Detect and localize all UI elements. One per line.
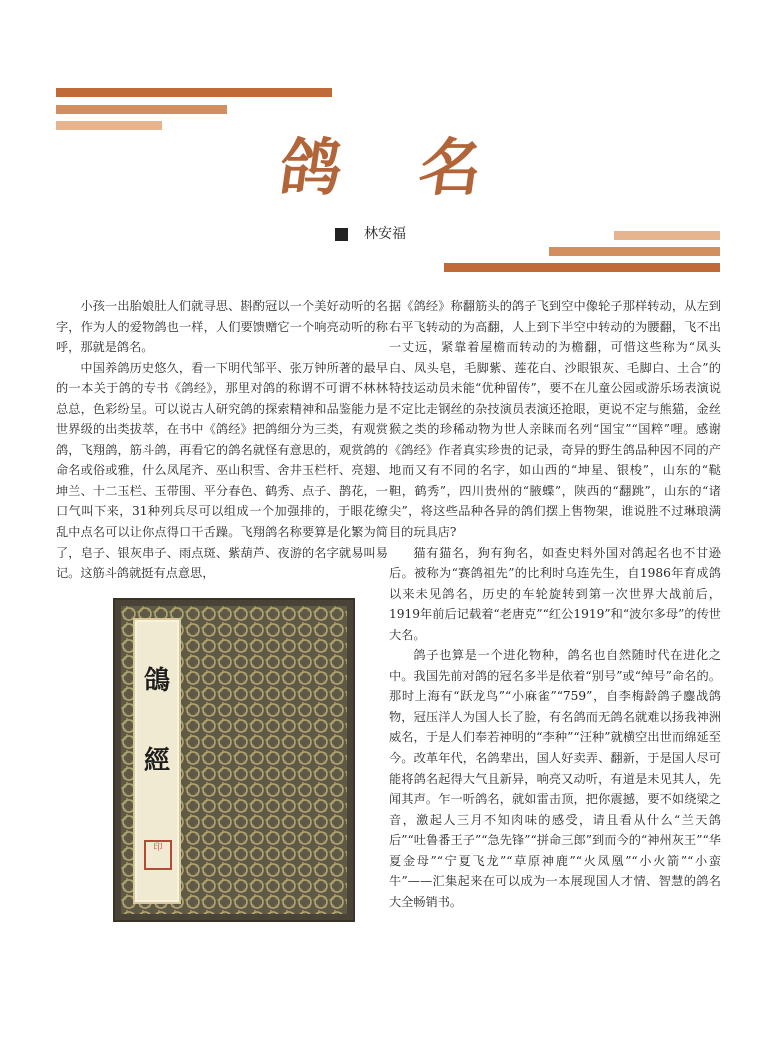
author-byline: 林安福 (364, 226, 406, 242)
header-bar-right-2 (549, 247, 720, 256)
book-seal-stamp: 印 (144, 840, 172, 870)
book-cover-image (115, 600, 353, 920)
right-column (389, 296, 721, 912)
book-title-char: 鴿 (143, 666, 170, 696)
paragraph: 据《鸽经》称翻筋头的鸽子飞到空中像轮子那样转动，从左到右平飞转动的为高翻，人上到下半空中转动的为腰翻，飞不出一丈远，紧靠着屋檐而转动的为檐翻，可惜这些称为“凤头白、凤头皂，毛脚紫、莲花白、沙眼银灰、毛脚白、土合”的特技运动员未能“优种留传”，要不在儿童公园或游乐场表演说不定比走钢丝的杂技演员表演还抢眼，更说不定与熊猫，金丝猴之类的珍稀动物为世人亲睐而名列“国宝”“国粹”哩。感谢《鸽经》作者真实珍贵的记录，奇异的野生鸽品种因不同的产地而又有不同的名字，如山西的“坤星、银梭”，山东的“鞑靼，鹤秀”，四川贵州的“腋蝶”，陕西的“翻跳”，山东的“诸尖”，将这些品种各异的鸽们摆上售物架，谁说胜不过琳琅满目的玩具店? (389, 299, 721, 540)
page-title: 鸽 名 (274, 131, 515, 204)
header-bar-left-1 (56, 88, 332, 97)
byline-square-icon (335, 228, 348, 241)
paragraph: 小孩一出胎娘肚人们就寻思、斟酌冠以一个美好动听的名字，作为人的爱物鸽也一样，人们要馈赠它一个响亮动听的称呼，那就是鸽名。 (56, 299, 388, 355)
book-title-char: 經 (143, 746, 170, 776)
paragraph: 鸽子也算是一个进化物种，鸽名也自然随时代在进化之中。我国先前对鸽的冠名多半是依着“别号”或“绰号”命名的。那时上海有“跃龙鸟”“小麻雀”“759”，自李梅龄鸽子鏖战鸽物，冠压洋人为国人长了脸，有名鸽而无鸽名就难以扬我神洲威名，于是人们奉若神明的“李种”“汪种”就横空出世而绵延至今。改革年代，名鸽辈出，国人好卖弄、翻新，于是国人尽可能将鸽名起得大气且新异，响亮又动听，有道是未见其人，先闻其声。乍一听鸽名，就如雷击顶，把你震撼，要不如绕梁之音，激起人三月不知肉味的感受，请且看从什么“兰天鸽后”“吐鲁番王子”“急先锋”“拼命三郎”到而今的“神州灰王”“华夏金母”“宁夏飞龙”“草原神鹿”“火凤凰”“小火箭”“小蛮牛”——汇集起来在可以成为一本展现国人才情、智慧的鸽名大全畅销书。 (389, 648, 721, 909)
header-bar-left-2 (56, 105, 227, 114)
left-column (56, 296, 388, 584)
book-title-label (133, 618, 181, 904)
header-bar-right-3 (444, 263, 720, 272)
header-bar-right-1 (614, 231, 720, 240)
paragraph: 中国养鸽历史悠久，看一下明代邹平、张万钟所著的最早的一本关于鸽的专书《鸽经》，那里对鸽的称谓不可谓不林林总总，色彩纷呈。可以说古人研究鸽的探索精神和品鉴能力是世界级的出类拔萃，在书中《鸽经》把鸽细分为三类，有观赏鸽，飞翔鸽，筋斗鸽，再看它的鸽名就怪有意思的，观赏鸽的命名或俗或雅，什么凤尾齐、巫山积雪、舍井玉栏杆、亮翅、坤兰、十二玉栏、玉带围、平分春色、鹤秀、点子、鹊花，一口气叫下来，31种列兵尽可以组成一个加强排的，于眼花缭乱中点名可以让你点得口干舌躁。飞翔鸽名称要算是化繁为简了，皂子、银灰串子、雨点斑、紫葫芦、夜游的名字就易叫易记。这筋斗鸽就挺有点意思， (56, 360, 388, 581)
header-bar-left-3 (56, 121, 162, 130)
paragraph: 猫有猫名，狗有狗名，如查史料外国对鸽起名也不甘逊后。被称为“赛鸽祖先”的比利时乌连先生，自1986年育成鸽以来未见鸽名，历史的车轮旋转到第一次世界大战前后，1919年前后记载着“老唐克”“红公1919”和“波尔多母”的传世大名。 (389, 545, 721, 642)
